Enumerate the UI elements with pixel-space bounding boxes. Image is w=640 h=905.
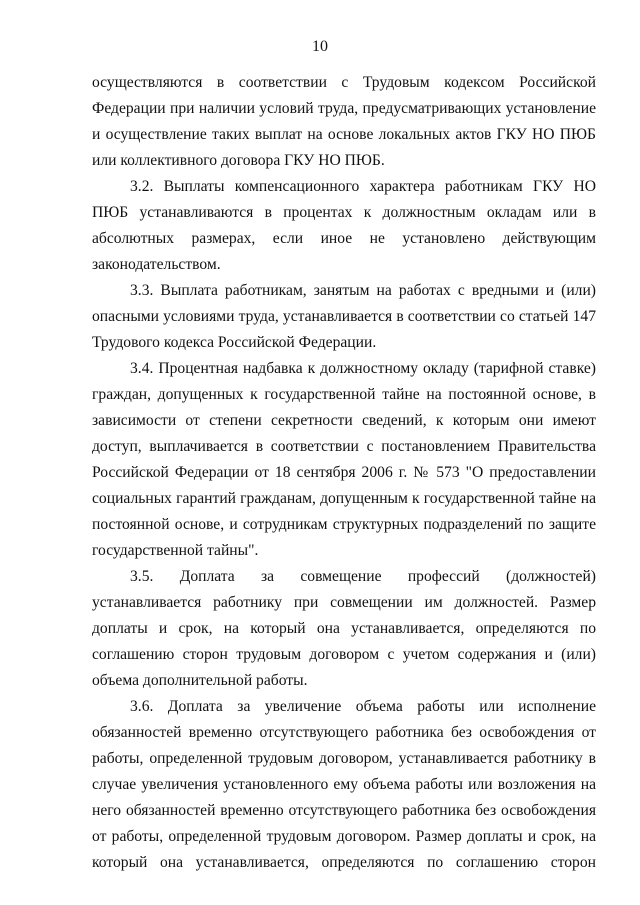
paragraph-3-5: 3.5. Доплата за совмещение профессий (должностей) устанавливается работнику при совмещении им должностей. Размер доплаты и срок, на который она устанавливается, определяются по соглашению сторон трудовым договором с учетом содержания и (или) объема дополнительной работы. (92, 568, 596, 689)
paragraph-continuation: осуществляются в соответствии с Трудовым кодексом Российской Федерации при наличии условий труда, предусматривающих установление и осуществление таких выплат на основе локальных актов ГКУ НО ПЮБ или коллективного договора ГКУ НО ПЮБ. (92, 74, 596, 169)
document-body (92, 70, 596, 876)
page-number: 10 (312, 38, 328, 55)
paragraph-3-6: 3.6. Доплата за увеличение объема работы или исполнение обязанностей временно отсутствующего работника без освобождения от работы, определенной трудовым договором, устанавливается работнику в случае увеличения установленного ему объема работы или возложения на него обязанностей временно отсутствующего работника без освобождения от работы, определенной трудовым договором. Размер доплаты и срок, на который она устанавливается, определяются по соглашению сторон (92, 698, 596, 871)
paragraph-3-3: 3.3. Выплата работникам, занятым на работах с вредными и (или) опасными условиями труда, устанавливается в соответствии со статьей 147 Трудового кодекса Российской Федерации. (92, 282, 596, 351)
paragraph-3-4: 3.4. Процентная надбавка к должностному окладу (тарифной ставке) граждан, допущенных к государственной тайне на постоянной основе, в зависимости от степени секретности сведений, к которым они имеют доступ, выплачивается в соответствии с постановлением Правительства Российской Федерации от 18 сентября 2006 г. № 573 "О предоставлении социальных гарантий гражданам, допущенным к государственной тайне на постоянной основе, и сотрудникам структурных подразделений по защите государственной тайны". (92, 360, 596, 559)
paragraph-3-2: 3.2. Выплаты компенсационного характера работникам ГКУ НО ПЮБ устанавливаются в процентах к должностным окладам или в абсолютных размерах, если иное не установлено действующим законодательством. (92, 178, 596, 273)
